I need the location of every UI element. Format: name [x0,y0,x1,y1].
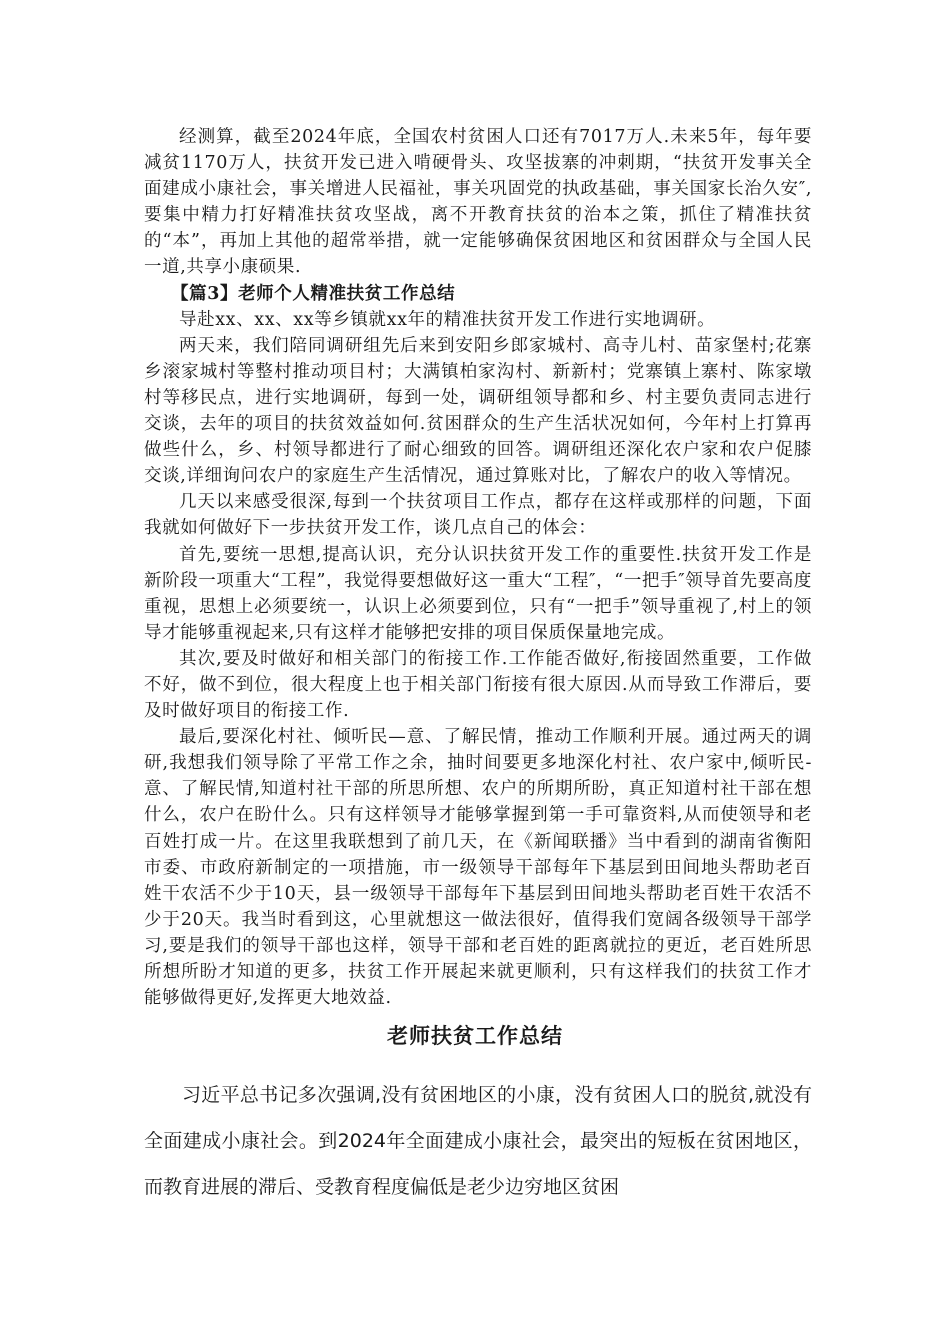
paragraph: 其次,要及时做好和相关部门的衔接工作.工作能否做好,衔接固然重要，工作做不好，做不到位，很大程度上也于相关部门衔接有很大原因.从而导致工作滞后，要及时做好项目的衔接工作. [144,648,812,722]
paragraph: 首先,要统一思想,提高认识，充分认识扶贫开发工作的重要性.扶贫开发工作是新阶段一项重大“工程”，我觉得要想做好这一重大“工程″，“一把手″领导首先要高度重视，思想上必须要统一，认识上必须要到位，只有“一把手”领导重视了,村上的领导才能够重视起来,只有这样才能够把安排的项目保质保量地完成。 [144,544,812,643]
paragraph: 两天来，我们陪同调研组先后来到安阳乡郎家城村、高寺儿村、苗家堡村;花寨乡滚家城村等整村推动项目村；大满镇柏家沟村、新新村；党寨镇上寨村、陈家墩村等移民点，进行实地调研，每到一处，调研组领导都和乡、村主要负责同志进行交谈，去年的项目的扶贫效益如何.贫困群众的生产生活状况如何，今年村上打算再做些什么，乡、村领导都进行了耐心细致的回答。调研组还深化农户家和农户促膝交谈,详细询问农户的家庭生产生活情况，通过算账对比，了解农户的收入等情况。 [144,335,812,487]
paragraph: 几天以来感受很深,每到一个扶贫项目工作点，都存在这样或那样的问题，下面我就如何做好下一步扶贫开发工作，谈几点自己的体会： [144,492,812,539]
section-heading: 【篇3】老师个人精准扶贫工作总结 [171,283,456,304]
previous-article-tail [144,124,812,1011]
paragraph: 最后,要深化村社、倾听民—意、了解民情，推动工作顺利开展。通过两天的调研,我想我们领导除了平常工作之余，抽时间要更多地深化村社、农户家中,倾听民-意、了解民情,知道村社干部的所思所想、农户的所期所盼，真正知道村社干部在想什么，农户在盼什么。只有这样领导才能够掌握到第一手可靠资料,从而使领导和老百姓打成一片。在这里我联想到了前几天，在《新闻联播》当中看到的湖南省衡阳市委、市政府新制定的一项措施，市一级领导干部每年下基层到田间地头帮助老百姓干农活不少于10天，县一级领导干部每年下基层到田间地头帮助老百姓干农活不少于20天。我当时看到这，心里就想这一做法很好，值得我们宽阔各级领导干部学习,要是我们的领导干部也这样，领导干部和老百姓的距离就拉的更近，老百姓所思所想所盼才知道的更多，扶贫工作开展起来就更顺利，只有这样我们的扶贫工作才能够做得更好,发挥更大地效益. [144,727,812,1009]
paragraph: 经测算，截至2024年底，全国农村贫困人口还有7017万人.未来5年，每年要减贫1170万人，扶贫开发已进入啃硬骨头、攻坚拔寨的冲刺期，“扶贫开发事关全面建成小康社会，事关增进人民福祉，事关巩固党的执政基础，事关国家长治久安″,要集中精力打好精准扶贫攻坚战，离不开教育扶贫的治本之策，抓住了精准扶贫的“本”，再加上其他的超常举措，就一定能够确保贫困地区和贫困群众与全国人民一道,共享小康硕果. [144,127,812,278]
paragraph: 习近平总书记多次强调,没有贫困地区的小康，没有贫困人口的脱贫,就没有全面建成小康社会。到2024年全面建成小康社会，最突出的短板在贫困地区，而教育进展的滞后、受教育程度偏低是老少边穷地区贫困 [144,1084,812,1198]
new-article-body [144,1072,812,1210]
document-title: 老师扶贫工作总结 [387,1023,563,1048]
paragraph: 导赴xx、xx、xx等乡镇就xx年的精准扶贫开发工作进行实地调研。 [179,309,716,330]
